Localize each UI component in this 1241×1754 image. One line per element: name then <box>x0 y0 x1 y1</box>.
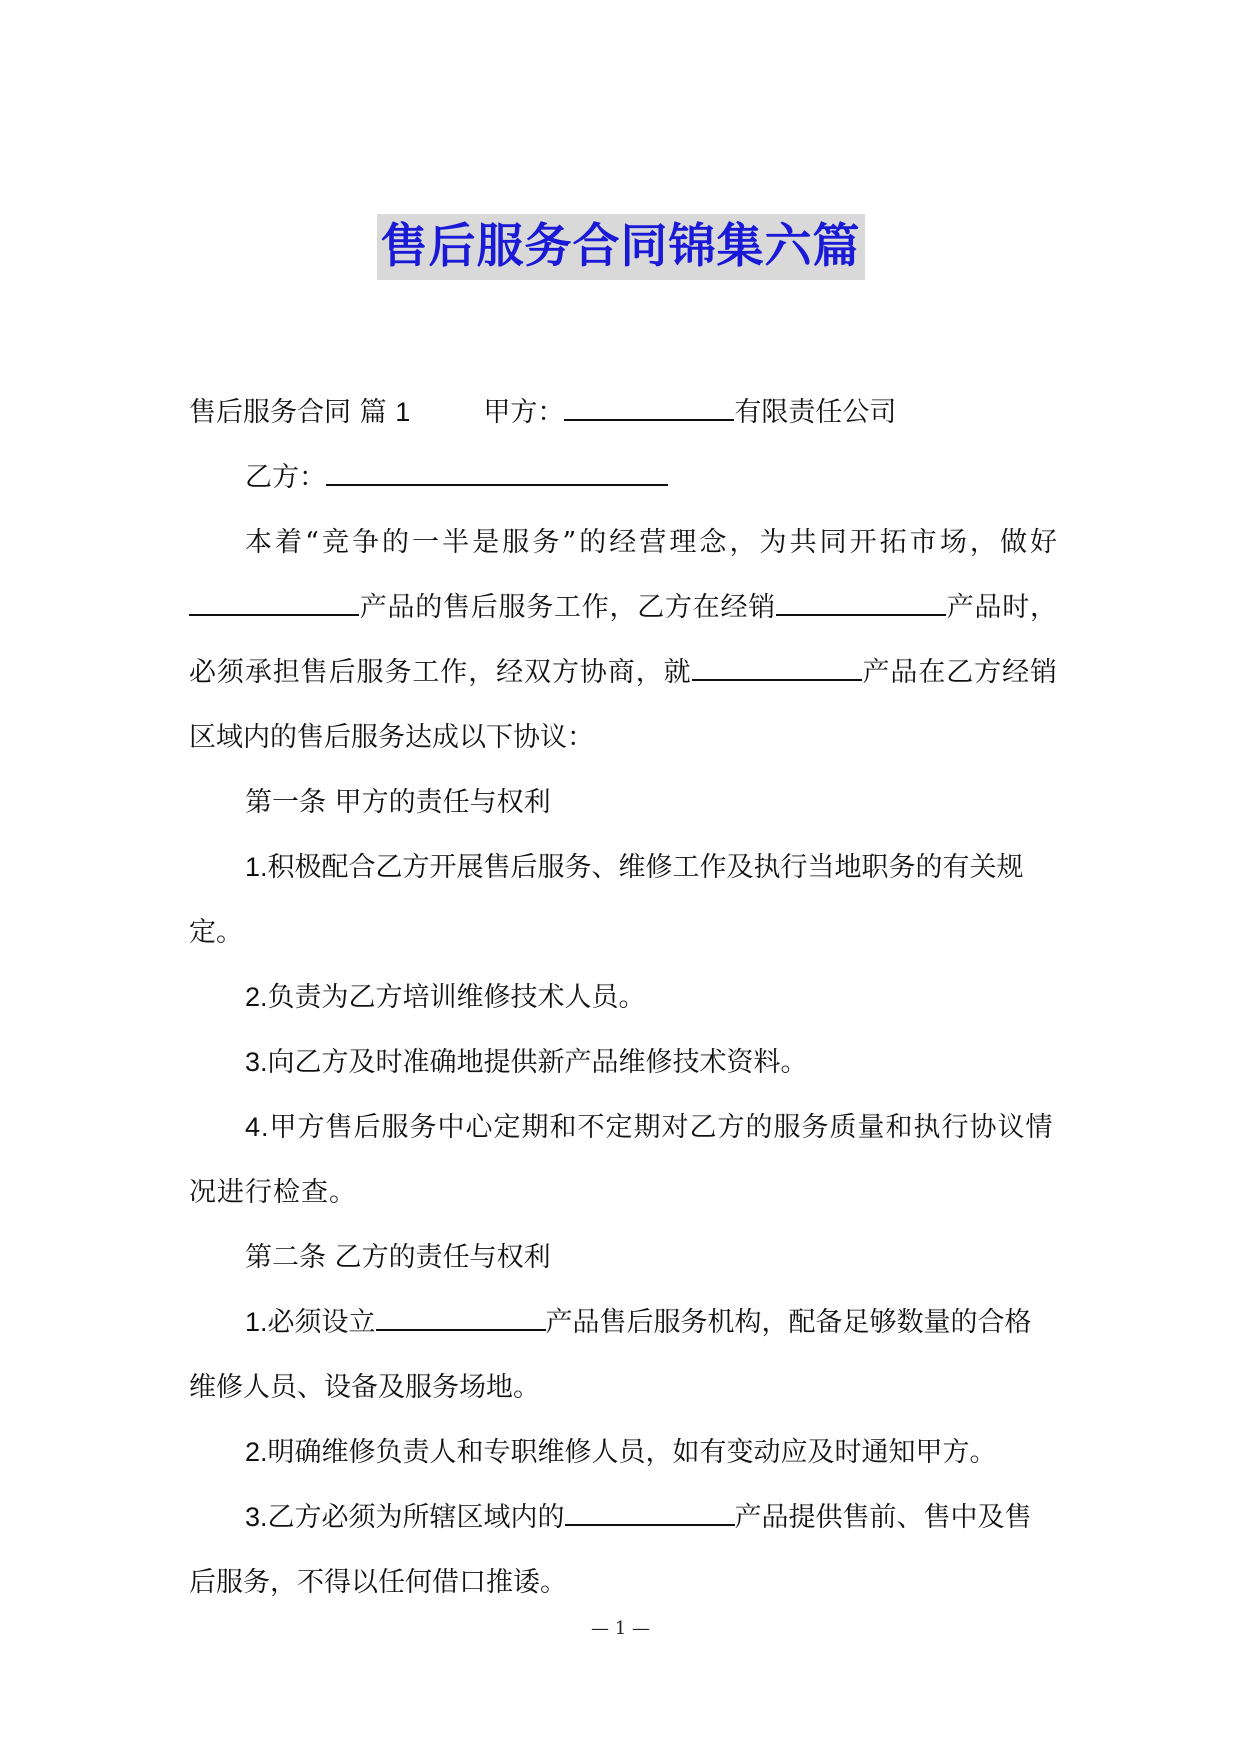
intro-text-d: 产品在乙方经销区域内的售后服务达成以下协议： <box>189 657 1058 753</box>
page-number: — 1 — <box>591 1618 650 1639</box>
intro-paragraph <box>189 510 1057 770</box>
item-text: 积极配合乙方开展售后服务、维修工作及执行当地职务的有关规定。 <box>189 852 1024 948</box>
item-number: 3. <box>245 1502 268 1532</box>
contract-header: 售后服务合同 篇 <box>189 397 387 428</box>
document-title: 售后服务合同锦集六篇 <box>377 214 865 280</box>
item-number: 1. <box>245 1307 268 1337</box>
item-number: 2. <box>245 1437 268 1467</box>
article-1-item-4 <box>189 1095 1057 1225</box>
article-1-heading: 第一条 甲方的责任与权利 <box>245 787 551 818</box>
contract-number: 1 <box>395 397 411 427</box>
product-blank-4 <box>376 1307 546 1331</box>
item-text: 向乙方及时准确地提供新产品维修技术资料。 <box>267 1047 808 1078</box>
party-b-label: 乙方： <box>245 462 326 493</box>
item-number: 1. <box>245 852 268 882</box>
product-blank-2 <box>776 592 946 616</box>
product-blank-5 <box>565 1502 735 1526</box>
article-1-item-2 <box>189 965 1057 1030</box>
article-1-item-3 <box>189 1030 1057 1095</box>
party-a-label: 甲方： <box>483 397 565 428</box>
intro-text-b: 产品的售后服务工作，乙方在经销 <box>359 592 776 623</box>
item-number: 4. <box>245 1112 270 1142</box>
party-a-suffix: 有限责任公司 <box>734 397 897 428</box>
article-2-heading: 第二条 乙方的责任与权利 <box>245 1242 551 1273</box>
item-number: 3. <box>245 1047 268 1077</box>
article-2-item-3 <box>189 1485 1057 1615</box>
intro-text-c: 产品时，必须承担售后服务工作，经双方协商，就 <box>189 592 1057 688</box>
product-blank-1 <box>189 592 359 616</box>
party-b-blank <box>326 462 668 486</box>
article-2-item-1 <box>189 1290 1057 1420</box>
item-number: 2. <box>245 982 268 1012</box>
article-2-item-2 <box>189 1420 1057 1485</box>
article-1-item-1 <box>189 835 1057 965</box>
item-text: 负责为乙方培训维修技术人员。 <box>267 982 646 1013</box>
title-container <box>0 214 1241 280</box>
item-text-b: 产品售后服务机构，配备足够数量的合格维修人员、设备及服务场地。 <box>189 1307 1032 1403</box>
party-a-blank <box>564 397 734 421</box>
intro-text-a: 本着“竞争的一半是服务”的经营理念，为共同开拓市场，做好 <box>245 527 1057 558</box>
product-blank-3 <box>692 657 862 681</box>
item-text-a: 乙方必须为所辖区域内的 <box>267 1502 565 1533</box>
document-body <box>189 380 1057 1615</box>
item-text-b: 产品提供售前、售中及售后服务，不得以任何借口推诿。 <box>189 1502 1032 1598</box>
item-text: 明确维修负责人和专职维修人员，如有变动应及时通知甲方。 <box>267 1437 997 1468</box>
item-text: 甲方售后服务中心定期和不定期对乙方的服务质量和执行协议情况进行检查。 <box>189 1112 1054 1208</box>
party-b-line <box>189 445 1057 510</box>
item-text-a: 必须设立 <box>267 1307 376 1338</box>
contract-header-line <box>189 380 1057 445</box>
